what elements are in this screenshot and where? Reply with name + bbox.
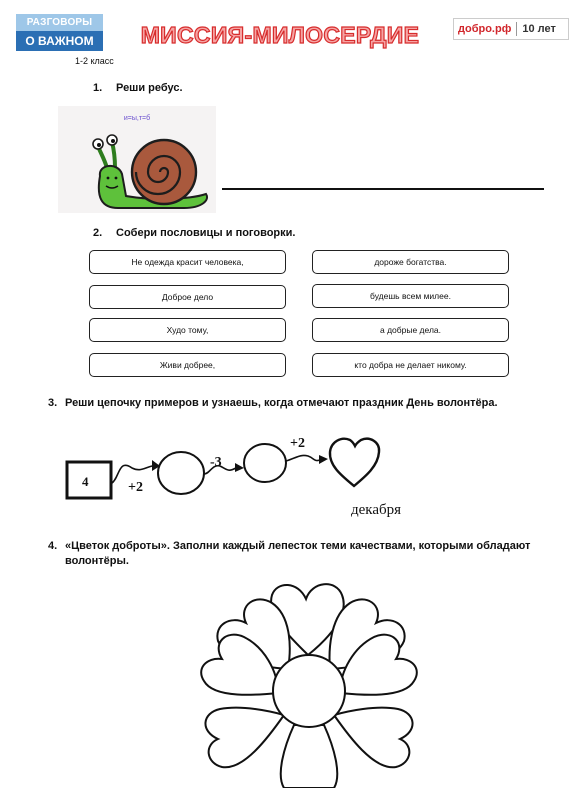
proverb-start-card[interactable]: Худо тому, bbox=[89, 318, 286, 342]
chain-circle-2 bbox=[244, 444, 286, 482]
kindness-flower bbox=[180, 575, 440, 788]
proverb-start-card[interactable]: Не одежда красит человека, bbox=[89, 250, 286, 274]
proverb-end-card[interactable]: дороже богатства. bbox=[312, 250, 509, 274]
proverb-end-card[interactable]: кто добра не делает никому. bbox=[312, 353, 509, 377]
logo-separator bbox=[516, 22, 517, 36]
petal-lower-right bbox=[334, 708, 413, 768]
task3-number: 3. bbox=[48, 397, 58, 409]
task3-title: Реши цепочку примеров и узнаешь, когда отмечают праздник День волонтёра. bbox=[65, 397, 498, 409]
chain-start-box bbox=[67, 462, 111, 498]
task4-title: «Цветок доброты». Заполни каждый лепесток теми качествами, которыми обладают волонтёры. bbox=[65, 540, 531, 567]
chain-arrow bbox=[286, 455, 320, 461]
chain-op-3: +2 bbox=[290, 436, 305, 451]
chain-op-1: +2 bbox=[128, 480, 143, 495]
task2-title: Собери пословицы и поговорки. bbox=[116, 227, 296, 239]
task3-heading bbox=[48, 396, 548, 411]
task1-title: Реши ребус. bbox=[116, 82, 183, 94]
task1-heading bbox=[93, 82, 183, 94]
snail-icon bbox=[88, 128, 218, 214]
proverb-end-card[interactable]: а добрые дела. bbox=[312, 318, 509, 342]
logo-top-text: РАЗГОВОРЫ bbox=[16, 14, 103, 31]
razgovory-logo bbox=[16, 14, 103, 51]
task4-number: 4. bbox=[48, 540, 58, 552]
task1-number: 1. bbox=[93, 82, 103, 94]
grade-label: 1-2 класс bbox=[75, 56, 114, 66]
flower-center bbox=[273, 655, 345, 727]
chain-arrowhead bbox=[319, 455, 328, 464]
task2-heading bbox=[93, 227, 295, 239]
chain-start-value: 4 bbox=[82, 474, 89, 489]
task2-number: 2. bbox=[93, 227, 103, 239]
dobro-logo bbox=[453, 18, 569, 40]
logo-bottom-text: О ВАЖНОМ bbox=[16, 31, 103, 51]
rebus-hint: и=ы,т=б bbox=[123, 115, 151, 122]
dobro-site-text: добро.рф bbox=[458, 23, 512, 35]
proverb-end-card[interactable]: будешь всем милее. bbox=[312, 284, 509, 308]
chain-month-label: декабря bbox=[351, 502, 402, 518]
chain-op-2: -3 bbox=[210, 455, 222, 470]
chain-arrowhead bbox=[235, 463, 244, 472]
rebus-picture bbox=[58, 106, 216, 213]
dobro-years-text: 10 лет bbox=[522, 23, 556, 35]
petal-lower-left bbox=[205, 708, 284, 768]
proverb-start-card[interactable]: Доброе дело bbox=[89, 285, 286, 309]
answer-line bbox=[222, 188, 544, 190]
task4-heading bbox=[48, 539, 568, 569]
page-title: МИССИЯ-МИЛОСЕРДИЕ bbox=[140, 22, 420, 48]
proverb-start-card[interactable]: Живи добрее, bbox=[89, 353, 286, 377]
petal-bottom bbox=[281, 725, 338, 788]
heart-icon bbox=[330, 439, 379, 486]
chain-circle-1 bbox=[158, 452, 204, 494]
